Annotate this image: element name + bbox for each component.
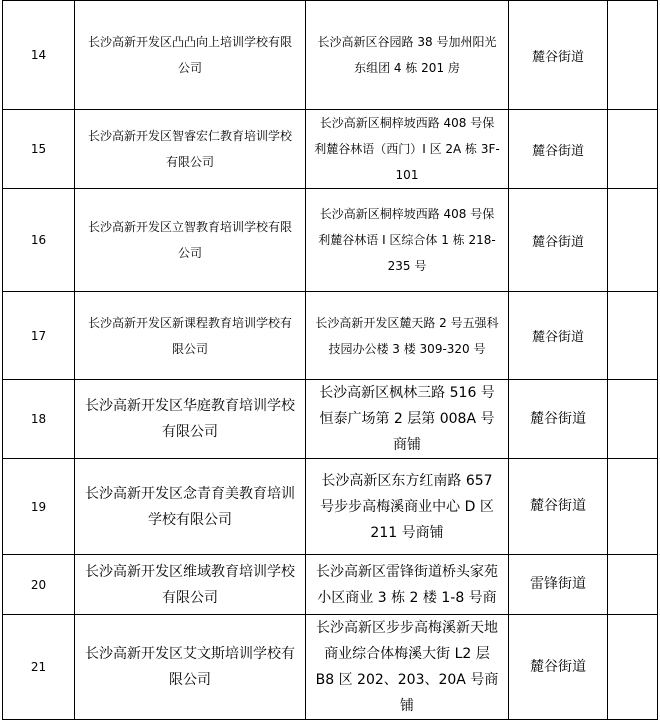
street-name: 雷锋街道 bbox=[509, 555, 608, 615]
school-address: 长沙高新开发区麓天路 2 号五强科技园办公楼 3 楼 309-320 号 bbox=[306, 292, 509, 380]
row-number: 18 bbox=[3, 380, 75, 459]
street-name: 麓谷街道 bbox=[509, 615, 608, 720]
table-row bbox=[3, 459, 658, 555]
school-address: 长沙高新区枫林三路 516 号恒泰广场第 2 层第 008A 号商铺 bbox=[306, 380, 509, 459]
empty-cell bbox=[608, 189, 658, 292]
row-number: 19 bbox=[3, 459, 75, 555]
school-name: 长沙高新开发区新课程教育培训学校有限公司 bbox=[75, 292, 306, 380]
empty-cell bbox=[608, 555, 658, 615]
school-name: 长沙高新开发区念青育美教育培训学校有限公司 bbox=[75, 459, 306, 555]
empty-cell bbox=[608, 459, 658, 555]
table-row bbox=[3, 292, 658, 380]
row-number: 14 bbox=[3, 1, 75, 110]
school-address: 长沙高新区雷锋街道桥头家苑小区商业 3 栋 2 楼 1-8 号商 bbox=[306, 555, 509, 615]
school-address: 长沙高新区东方红南路 657 号步步高梅溪商业中心 D 区 211 号商铺 bbox=[306, 459, 509, 555]
street-name: 麓谷街道 bbox=[509, 459, 608, 555]
school-table bbox=[2, 0, 658, 720]
school-address: 长沙高新区桐梓坡西路 408 号保利麓谷林语（西门）I 区 2A 栋 3F-101 bbox=[306, 110, 509, 189]
school-name: 长沙高新开发区华庭教育培训学校有限公司 bbox=[75, 380, 306, 459]
table-row bbox=[3, 555, 658, 615]
table-row bbox=[3, 615, 658, 720]
school-name: 长沙高新开发区智睿宏仁教育培训学校有限公司 bbox=[75, 110, 306, 189]
empty-cell bbox=[608, 380, 658, 459]
school-address: 长沙高新区谷园路 38 号加州阳光东组团 4 栋 201 房 bbox=[306, 1, 509, 110]
table-row bbox=[3, 380, 658, 459]
table-row bbox=[3, 1, 658, 110]
table-row bbox=[3, 189, 658, 292]
street-name: 麓谷街道 bbox=[509, 292, 608, 380]
empty-cell bbox=[608, 1, 658, 110]
street-name: 麓谷街道 bbox=[509, 189, 608, 292]
empty-cell bbox=[608, 292, 658, 380]
school-name: 长沙高新开发区艾文斯培训学校有限公司 bbox=[75, 615, 306, 720]
row-number: 20 bbox=[3, 555, 75, 615]
school-name: 长沙高新开发区立智教育培训学校有限公司 bbox=[75, 189, 306, 292]
row-number: 15 bbox=[3, 110, 75, 189]
school-name: 长沙高新开发区凸凸向上培训学校有限公司 bbox=[75, 1, 306, 110]
school-name: 长沙高新开发区维域教育培训学校有限公司 bbox=[75, 555, 306, 615]
table-row bbox=[3, 110, 658, 189]
empty-cell bbox=[608, 110, 658, 189]
row-number: 16 bbox=[3, 189, 75, 292]
street-name: 麓谷街道 bbox=[509, 110, 608, 189]
street-name: 麓谷街道 bbox=[509, 1, 608, 110]
street-name: 麓谷街道 bbox=[509, 380, 608, 459]
school-address: 长沙高新区桐梓坡西路 408 号保利麓谷林语 I 区综合体 1 栋 218-235 号 bbox=[306, 189, 509, 292]
empty-cell bbox=[608, 615, 658, 720]
row-number: 17 bbox=[3, 292, 75, 380]
row-number: 21 bbox=[3, 615, 75, 720]
school-address: 长沙高新区步步高梅溪新天地商业综合体梅溪大街 L2 层 B8 区 202、203、20A 号商铺 bbox=[306, 615, 509, 720]
